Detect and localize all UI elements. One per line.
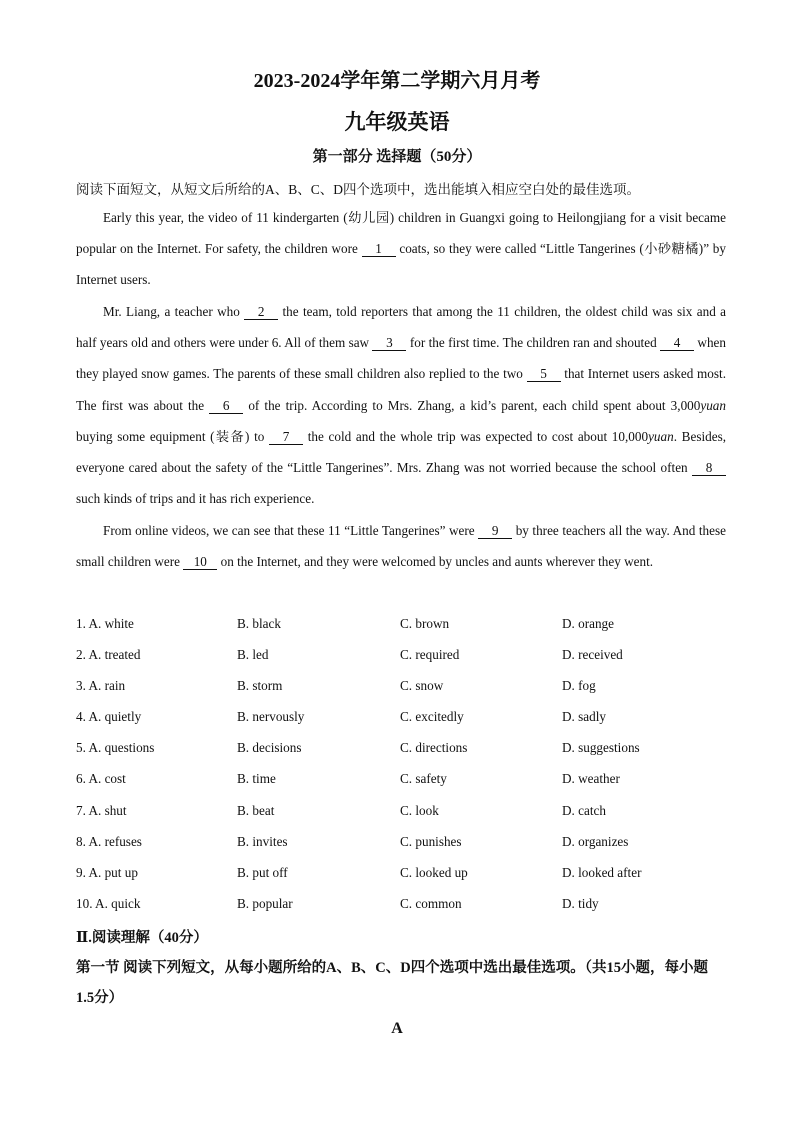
options-row	[76, 834, 726, 854]
options-row	[76, 865, 726, 885]
option-d: D. orange	[562, 616, 614, 631]
option-d: D. suggestions	[562, 740, 640, 755]
option-a: 8. A. refuses	[76, 834, 142, 849]
option-c: C. punishes	[400, 834, 462, 849]
exam-title: 2023-2024学年第二学期六月月考	[253, 70, 541, 92]
option-d: D. received	[562, 647, 623, 662]
blank-1: 1	[362, 241, 396, 257]
options-row	[76, 771, 726, 791]
option-d: D. tidy	[562, 896, 599, 911]
options-row	[76, 616, 726, 636]
option-d: D. sadly	[562, 709, 606, 724]
options-row	[76, 740, 726, 760]
option-d: D. organizes	[562, 834, 629, 849]
passage-paragraph-1: Early this year, the video of 11 kindergarten (幼儿园) children in Guangxi going to Heilongjiang for a visit became popular on the Internet. For safety, the children wore 1 coats, so they were called “Little Tangerines (小砂糖橘)” by Internet users.	[76, 210, 726, 288]
blank-4: 4	[660, 335, 694, 351]
option-a: 10. A. quick	[76, 896, 141, 911]
blank-3: 3	[372, 335, 406, 351]
options-row	[76, 896, 726, 916]
option-d: D. looked after	[562, 865, 642, 880]
option-a: 3. A. rain	[76, 678, 126, 693]
cloze-instruction: 阅读下面短文，从短文后所给的A、B、C、D四个选项中，选出能填入相应空白处的最佳选项。	[76, 182, 641, 197]
part-heading: 第一部分 选择题（50分）	[312, 149, 482, 165]
option-b: B. invites	[237, 834, 288, 849]
exam-subject: 九年级英语	[344, 110, 450, 134]
blank-10: 10	[183, 554, 217, 570]
option-d: D. weather	[562, 771, 620, 786]
passage-paragraph-2: Mr. Liang, a teacher who 2 the team, told reporters that among the 11 children, the oldest child was six and a half years old and others were under 6. All of them saw 3 for the first time. The children ran and shouted 4 when they played snow games. The parents of these small children also replied to the two 5 that Internet users asked most. The first was about the 6 of the trip. According to Mrs. Zhang, a kid’s parent, each child spent about 3,000yuan buying some equipment (装备) to 7 the cold and the whole trip was expected to cost about 10,000yuan. Besides, everyone cared about the safety of the “Little Tangerines”. Mrs. Zhang was not worried because the school often 8 such kinds of trips and it has rich experience.	[76, 304, 727, 507]
option-b: B. black	[237, 616, 281, 631]
option-b: B. put off	[237, 865, 288, 880]
option-c: C. looked up	[400, 865, 468, 880]
option-c: C. excitedly	[400, 709, 464, 724]
option-c: C. directions	[400, 740, 468, 755]
options-row	[76, 647, 726, 667]
option-a: 6. A. cost	[76, 771, 126, 786]
option-b: B. led	[237, 647, 269, 662]
section-heading: Ⅱ.阅读理解（40分）	[76, 930, 208, 946]
option-a: 4. A. quietly	[76, 709, 142, 724]
option-b: B. storm	[237, 678, 283, 693]
options-row	[76, 678, 726, 698]
option-a: 5. A. questions	[76, 740, 155, 755]
option-a: 7. A. shut	[76, 803, 127, 818]
option-b: B. nervously	[237, 709, 305, 724]
passage-letter: A	[391, 1020, 403, 1037]
option-c: C. common	[400, 896, 462, 911]
option-a: 9. A. put up	[76, 865, 138, 880]
option-c: C. look	[400, 803, 439, 818]
options-row	[76, 803, 726, 823]
section-instruction: 第一节 阅读下列短文，从每小题所给的A、B、C、D四个选项中选出最佳选项。（共15小题，每小题1.5分）	[76, 960, 708, 1006]
blank-7: 7	[269, 429, 303, 445]
option-c: C. safety	[400, 771, 447, 786]
blank-5: 5	[527, 366, 561, 382]
options-row	[76, 709, 726, 729]
blank-9: 9	[478, 523, 512, 539]
option-d: D. catch	[562, 803, 606, 818]
option-b: B. time	[237, 771, 276, 786]
option-c: C. brown	[400, 616, 450, 631]
option-b: B. beat	[237, 803, 275, 818]
option-d: D. fog	[562, 678, 596, 693]
option-b: B. popular	[237, 896, 293, 911]
passage-paragraph-3: From online videos, we can see that these 11 “Little Tangerines” were 9 by three teachers all the way. And these small children were 10 on the Internet, and they were welcomed by uncles and aunts wherever they went.	[76, 523, 726, 570]
blank-2: 2	[244, 304, 278, 320]
blank-6: 6	[209, 398, 243, 414]
blank-8: 8	[692, 460, 726, 476]
option-c: C. snow	[400, 678, 444, 693]
option-b: B. decisions	[237, 740, 302, 755]
option-a: 1. A. white	[76, 616, 134, 631]
option-a: 2. A. treated	[76, 647, 141, 662]
option-c: C. required	[400, 647, 460, 662]
